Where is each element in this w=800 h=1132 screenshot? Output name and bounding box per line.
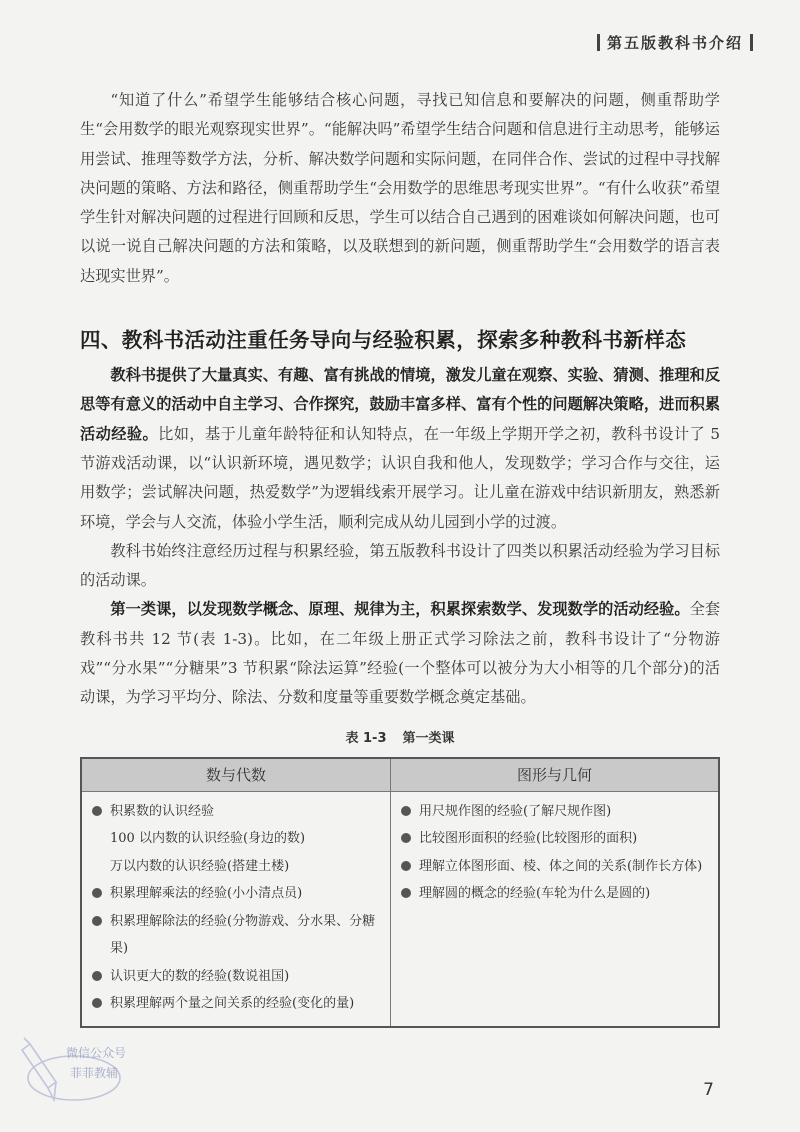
number-algebra-bullet-item: 积累理解两个量之间关系的经验(变化的量) bbox=[90, 990, 382, 1018]
paragraph-2 bbox=[80, 361, 720, 537]
column-header-shapes-geometry: 图形与几何 bbox=[391, 758, 720, 792]
number-algebra-sub-item: 万以内数的认识经验(搭建土楼) bbox=[110, 858, 290, 874]
shapes-geometry-bullet-item: 比较图形面积的经验(比较图形的面积) bbox=[399, 825, 710, 853]
number-algebra-list bbox=[90, 798, 382, 1018]
section-heading: 四、教科书活动注重任务导向与经验积累，探索多种教科书新样态 bbox=[80, 328, 687, 353]
table-header-row bbox=[81, 758, 719, 792]
paragraph-2-bold: 教科书提供了大量真实、有趣、富有挑战的情境，激发儿童在观察、实验、猜测、推理和反思等有意义的活动中自主学习、合作探究，鼓励丰富多样、富有个性的问题解决策略，进而积累活动经验。 bbox=[80, 366, 720, 443]
table-body-row bbox=[81, 791, 719, 1027]
running-head bbox=[590, 32, 760, 53]
number-algebra-sub-item: 100 以内数的认识经验(身边的数) bbox=[110, 831, 306, 847]
running-head-bar-right bbox=[750, 34, 753, 51]
running-head-bar-left bbox=[597, 34, 600, 51]
column-header-number-algebra: 数与代数 bbox=[81, 758, 391, 792]
number-algebra-bullet-item: 积累理解乘法的经验(小小清点员) bbox=[90, 880, 382, 908]
paragraph-3: 教科书始终注意经历过程与积累经验，第五版教科书设计了四类以积累活动经验为学习目标的活动课。 bbox=[80, 541, 720, 590]
shapes-geometry-bullet-item: 用尺规作图的经验(了解尺规作图) bbox=[399, 798, 710, 826]
shapes-geometry-cell bbox=[391, 791, 720, 1027]
experience-table bbox=[80, 757, 720, 1028]
table-caption-title: 第一类课 bbox=[402, 730, 455, 746]
page-number: 7 bbox=[703, 1080, 714, 1100]
shapes-geometry-bullet-item: 理解圆的概念的经验(车轮为什么是圆的) bbox=[399, 880, 710, 908]
watermark-line-1: 微信公众号 bbox=[66, 1046, 127, 1060]
number-algebra-bullet-item: 认识更大的数的经验(数说祖国) bbox=[90, 963, 382, 991]
number-algebra-bullet-item: 积累理解除法的经验(分物游戏、分水果、分糖果) bbox=[90, 908, 382, 963]
running-head-text: 第五版教科书介绍 bbox=[606, 34, 743, 52]
page-content bbox=[80, 86, 720, 1028]
wechat-watermark bbox=[14, 1020, 126, 1112]
paragraph-2-rest: 比如，基于儿童年龄特征和认知特点，在一年级上学期开学之初，教科书设计了 5 节游戏活动课，以“认识新环境，遇见数学；认识自我和他人，发现数学；学习合作与交往，运用数学；尝试解决问题，热爱数学”为逻辑线索开展学习。让儿童在游戏中结识新朋友，熟悉新环境，学会与人交流，体验小学生活，顺利完成从幼儿园到小学的过渡。 bbox=[80, 424, 720, 531]
paragraph-4-rest: 全套教科书共 12 节(表 1-3)。比如，在二年级上册正式学习除法之前，教科书设计了“分物游戏”“分水果”“分糖果”3 节积累“除法运算”经验(一个整体可以被分为大小相等的几个部分)的活动课，为学习平均分、除法、分数和度量等重要数学概念奠定基础。 bbox=[80, 600, 721, 707]
paragraph-4 bbox=[80, 595, 720, 712]
number-algebra-bullet-item: 积累数的认识经验 bbox=[90, 798, 382, 826]
table-caption bbox=[80, 727, 720, 746]
number-algebra-cell bbox=[81, 791, 391, 1027]
paragraph-4-bold: 第一类课，以发现数学概念、原理、规律为主，积累探索数学、发现数学的活动经验。 bbox=[110, 600, 690, 619]
watermark-line-2: 菲菲教辅 bbox=[70, 1066, 119, 1080]
shapes-geometry-bullet-item: 理解立体图形面、棱、体之间的关系(制作长方体) bbox=[399, 853, 710, 881]
shapes-geometry-list bbox=[399, 798, 710, 908]
table-caption-number: 表 1-3 bbox=[345, 730, 387, 746]
paragraph-1: “知道了什么”希望学生能够结合核心问题，寻找已知信息和要解决的问题，侧重帮助学生“会用数学的眼光观察现实世界”。“能解决吗”希望学生结合问题和信息进行主动思考，能够运用尝试、推理等数学方法，分析、解决数学问题和实际问题，在同伴合作、尝试的过程中寻找解决问题的策略、方法和路径，侧重帮助学生“会用数学的思维思考现实世界”。“有什么收获”希望学生针对解决问题的过程进行回顾和反思，学生可以结合自己遇到的困难谈如何解决问题，也可以说一说自己解决问题的方法和策略，以及联想到的新问题，侧重帮助学生“会用数学的语言表达现实世界”。 bbox=[80, 91, 720, 285]
